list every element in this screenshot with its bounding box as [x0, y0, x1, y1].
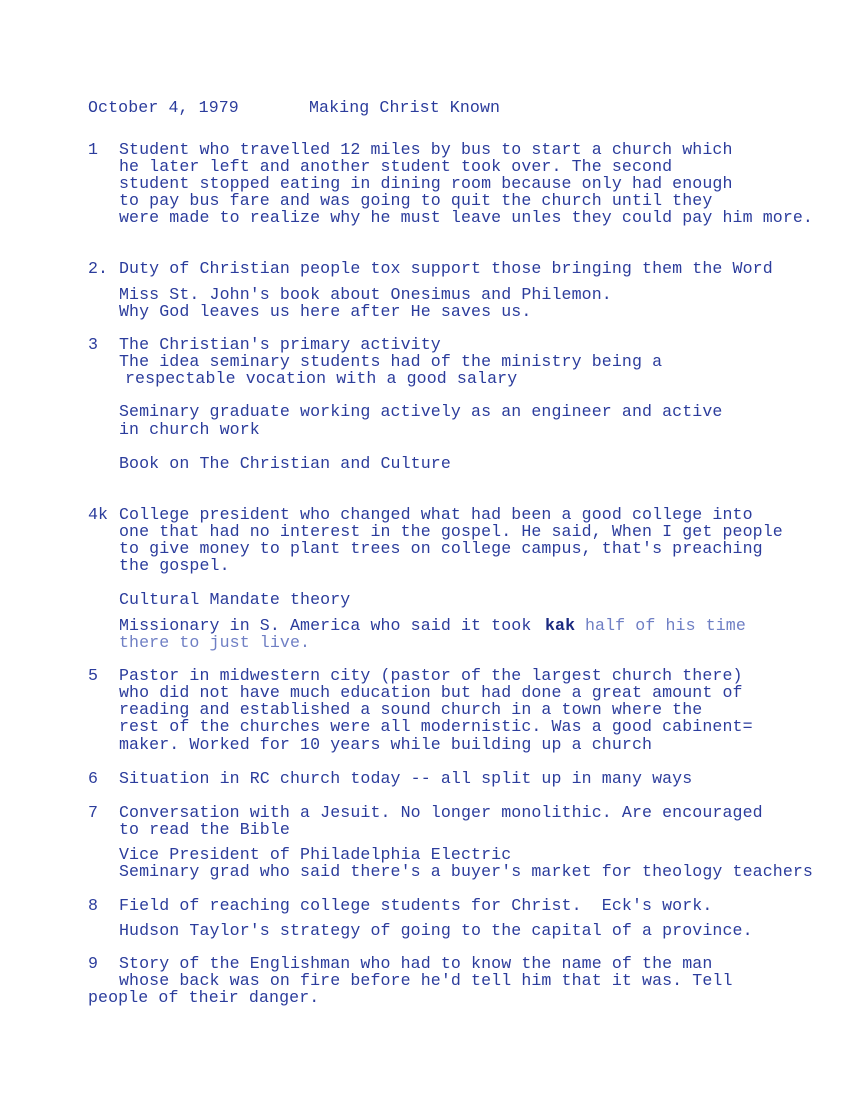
item-line: in church work — [119, 420, 260, 439]
item-line: The Christian's primary activity — [119, 335, 441, 354]
item-line: The idea seminary students had of the ministry being a — [119, 352, 663, 371]
item-line: Field of reaching college students for Christ. Eck's work. — [119, 896, 713, 915]
item-line: to give money to plant trees on college campus, that's preaching — [119, 539, 763, 558]
item-line: Vice President of Philadelphia Electric — [119, 845, 512, 864]
item-line: maker. Worked for 10 years while building up a church — [119, 735, 653, 754]
item-line: Book on The Christian and Culture — [119, 454, 451, 473]
item-line: respectable vocation with a good salary — [125, 369, 518, 388]
item-line: there to just live. — [119, 633, 311, 652]
item-line: Conversation with a Jesuit. No longer monolithic. Are encouraged — [119, 803, 763, 822]
item-line: were made to realize why he must leave unles they could pay him more. — [119, 208, 813, 227]
item-number: 1 — [88, 140, 99, 159]
item-number: 9 — [88, 954, 99, 973]
item-number: 8 — [88, 896, 99, 915]
item-line: people of their danger. — [88, 988, 320, 1007]
item-line: to read the Bible — [119, 820, 290, 839]
item-line: College president who changed what had been a good college into — [119, 505, 753, 524]
date: October 4, 1979 — [88, 98, 239, 117]
item-line: Student who travelled 12 miles by bus to start a church which — [119, 140, 733, 159]
item-line: one that had no interest in the gospel. He said, When I get people — [119, 522, 783, 541]
item-line: Story of the Englishman who had to know the name of the man — [119, 954, 713, 973]
item-line: who did not have much education but had done a great amount of — [119, 683, 743, 702]
struck-text: kak — [545, 616, 576, 635]
item-line: student stopped eating in dining room because only had enough — [119, 174, 733, 193]
item-line: Seminary graduate working actively as an engineer and active — [119, 402, 723, 421]
document-title: Making Christ Known — [309, 98, 501, 117]
item-line: Pastor in midwestern city (pastor of the largest church there) — [119, 666, 743, 685]
item-line: Duty of Christian people tox support those bringing them the Word — [119, 259, 773, 278]
item-line: rest of the churches were all modernistic. Was a good cabinent= — [119, 717, 753, 736]
item-line: whose back was on fire before he'd tell him that it was. Tell — [119, 971, 733, 990]
item-line: Miss St. John's book about Onesimus and Philemon. — [119, 285, 612, 304]
item-line: half of his time — [585, 616, 746, 635]
item-line: reading and established a sound church in a town where the — [119, 700, 703, 719]
item-number: 2. — [88, 259, 109, 278]
item-line: Missionary in S. America who said it took — [119, 616, 532, 635]
item-line: Cultural Mandate theory — [119, 590, 351, 609]
item-line: Situation in RC church today -- all split up in many ways — [119, 769, 693, 788]
item-line: Seminary grad who said there's a buyer's market for theology teachers — [119, 862, 813, 881]
item-line: he later left and another student took over. The second — [119, 157, 673, 176]
item-line: the gospel. — [119, 556, 230, 575]
item-number: 5 — [88, 666, 99, 685]
item-number: 7 — [88, 803, 99, 822]
item-number: 6 — [88, 769, 99, 788]
item-line: to pay bus fare and was going to quit the church until they — [119, 191, 713, 210]
item-line: Hudson Taylor's strategy of going to the capital of a province. — [119, 921, 753, 940]
item-number: 3 — [88, 335, 99, 354]
item-number: 4k — [88, 505, 109, 524]
item-line: Why God leaves us here after He saves us. — [119, 302, 532, 321]
